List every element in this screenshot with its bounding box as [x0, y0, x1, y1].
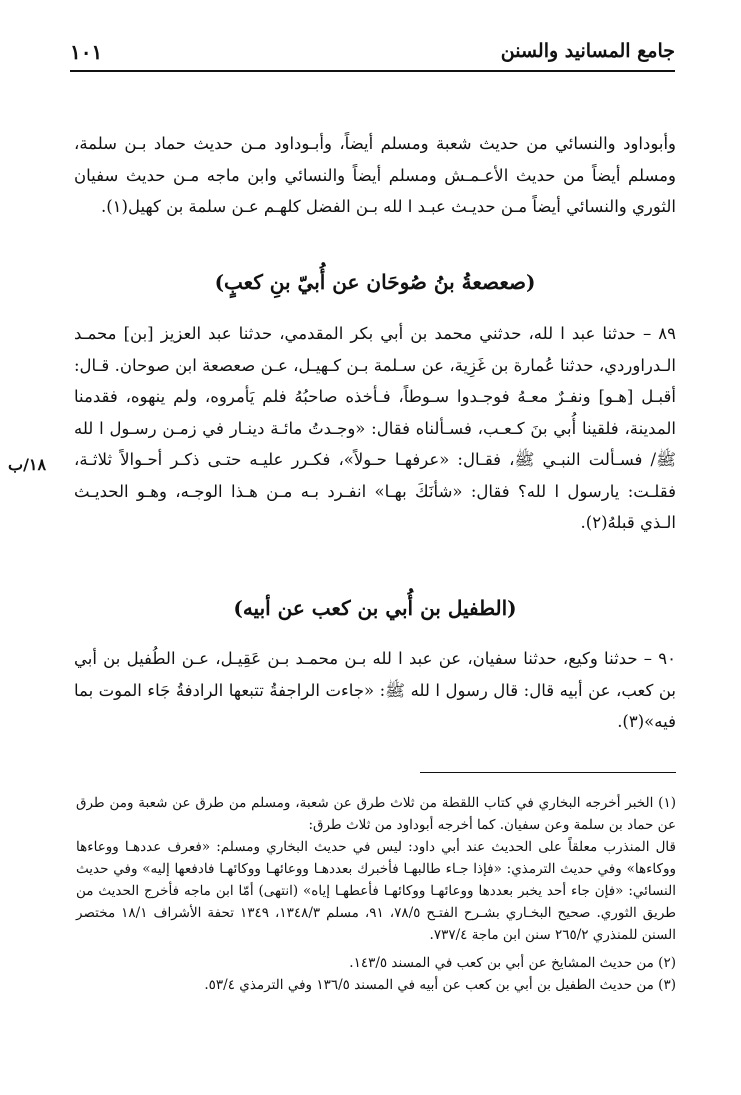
footnote-3: (٣) من حديث الطفيل بن أبي بن كعب عن أبيه في المسند ١٣٦/٥ وفي الترمذي ٥٣/٤. — [204, 977, 676, 993]
manuscript-folio-note: ١٨/ب — [8, 455, 47, 474]
footnotes — [76, 792, 676, 996]
footnote-1-continued: قال المنذرب معلقاً على الحديث عند أبي داود: ليس في حديث البخاري ومسلم: «فعرف عددهـا ووعاءها ووكاءها» وفي حديث الترمذي: «فإذا جـاء طالبهـا فأخبرك بعددهـا ووعائهـا ووكائهـا فادفعها إليه» وفي حديث النسائي: «فإن جاء أحد يخبر بعددها ووعائهـا ووكائهـا فأعطهـا إياه» (انتهى) أمّا ابن ماجه فأخرج الحديث من طريق الثوري. صحيح البخـاري بشـرح الفتـح ٧٨/٥، ٩١، مسلم ١٣٤٨/٣، ١٣٤٩ تحفة الأشراف ١٨/١ مختصر السنن للمنذري ٢٦٥/٢ سنن ابن ماجة ٧٣٧/٤. — [76, 839, 677, 943]
paragraph-1: وأبوداود والنسائي من حديث شعبة ومسلم أيضاً، وأبـوداود مـن حديث حماد بـن سلمة، ومسلم أيضاً من حديث الأعـمـش ومسلم أيضاً والنسائي وابن ماجه مـن حديث سفيان الثوري والنسائي أيضاً مـن حديـث عبـد ا لله بـن الفضل كلهـم عـن سلمة بن كهيل(١). — [74, 134, 676, 216]
section-heading-1: (صعصعةُ بنُ صُوحَان عن أُبيّ بنِ كعبٍ) — [214, 270, 536, 294]
page-number: ١٠١ — [70, 40, 103, 64]
hadith-90: ٩٠ – حدثنا وكيع، حدثنا سفيان، عن عبد ا لله بـن محمـد بـن عَقِيـل، عـن الطُفيل بن أبي بن كعب، عن أبيه قال: قال رسول ا لله ﷺ: «جاءت الراجفةُ تتبعها الرادفةُ جَاء الموت بما فيه»(٣). — [74, 649, 676, 731]
hadith-89: ٨٩ – حدثنا عبد ا لله، حدثني محمد بن أبي بكر المقدمي، حدثنا عبد العزيز [بن] محمـد الـدراوردي، حدثنا عُمارة بن غَزِية، عن سـلمة بـن كـهيـل، عـن صعصعة ابن صوحان. قـال: أقبـل [هـو] ونفـرٌ معـهُ فوجـدوا سـوطاً، فـأخذه صاحبُهُ فلم يَأمروه، ولم ينهوه، فقدمنا المدينة، فلقينا أُبي بنَ كـعـب، فسـألناه فقال: «وجـدتُ مائـة دينـار في زمـن رسـول ا لله ﷺ/ فسـألت النبـي ﷺ، فقـال: «عرفهـا حـولاً»، فكـرر عليـه حتـى ذكـر أحـوالاً ثلاثـة، فقلـت: يارسول ا لله؟ فقال: «شأنَكَ بهـا» انفـرد بـه مـن هـذا الوجـه، وهـو الحديـث الـذي قبلهُ(٢). — [74, 324, 676, 532]
section-heading-2: (الطفيل بن أُبي بن كعب عن أبيه) — [233, 596, 517, 620]
header-rule — [70, 70, 675, 72]
footnote-2: (٢) من حديث المشايخ عن أبي بن كعب في المسند ١٤٣/٥. — [349, 955, 676, 971]
running-header — [70, 38, 675, 68]
footnote-rule — [420, 772, 676, 773]
running-title: جامع المسانيد والسنن — [500, 40, 675, 62]
footnote-1: (١) الخبر أخرجه البخاري في كتاب اللقطة من ثلاث طرق عن شعبة، ومسلم من طرق عن شعبة ومن طرق عن حماد بن سلمة وعن سفيان. كما أخرجه أبوداود من ثلاث طرق: — [76, 795, 676, 833]
